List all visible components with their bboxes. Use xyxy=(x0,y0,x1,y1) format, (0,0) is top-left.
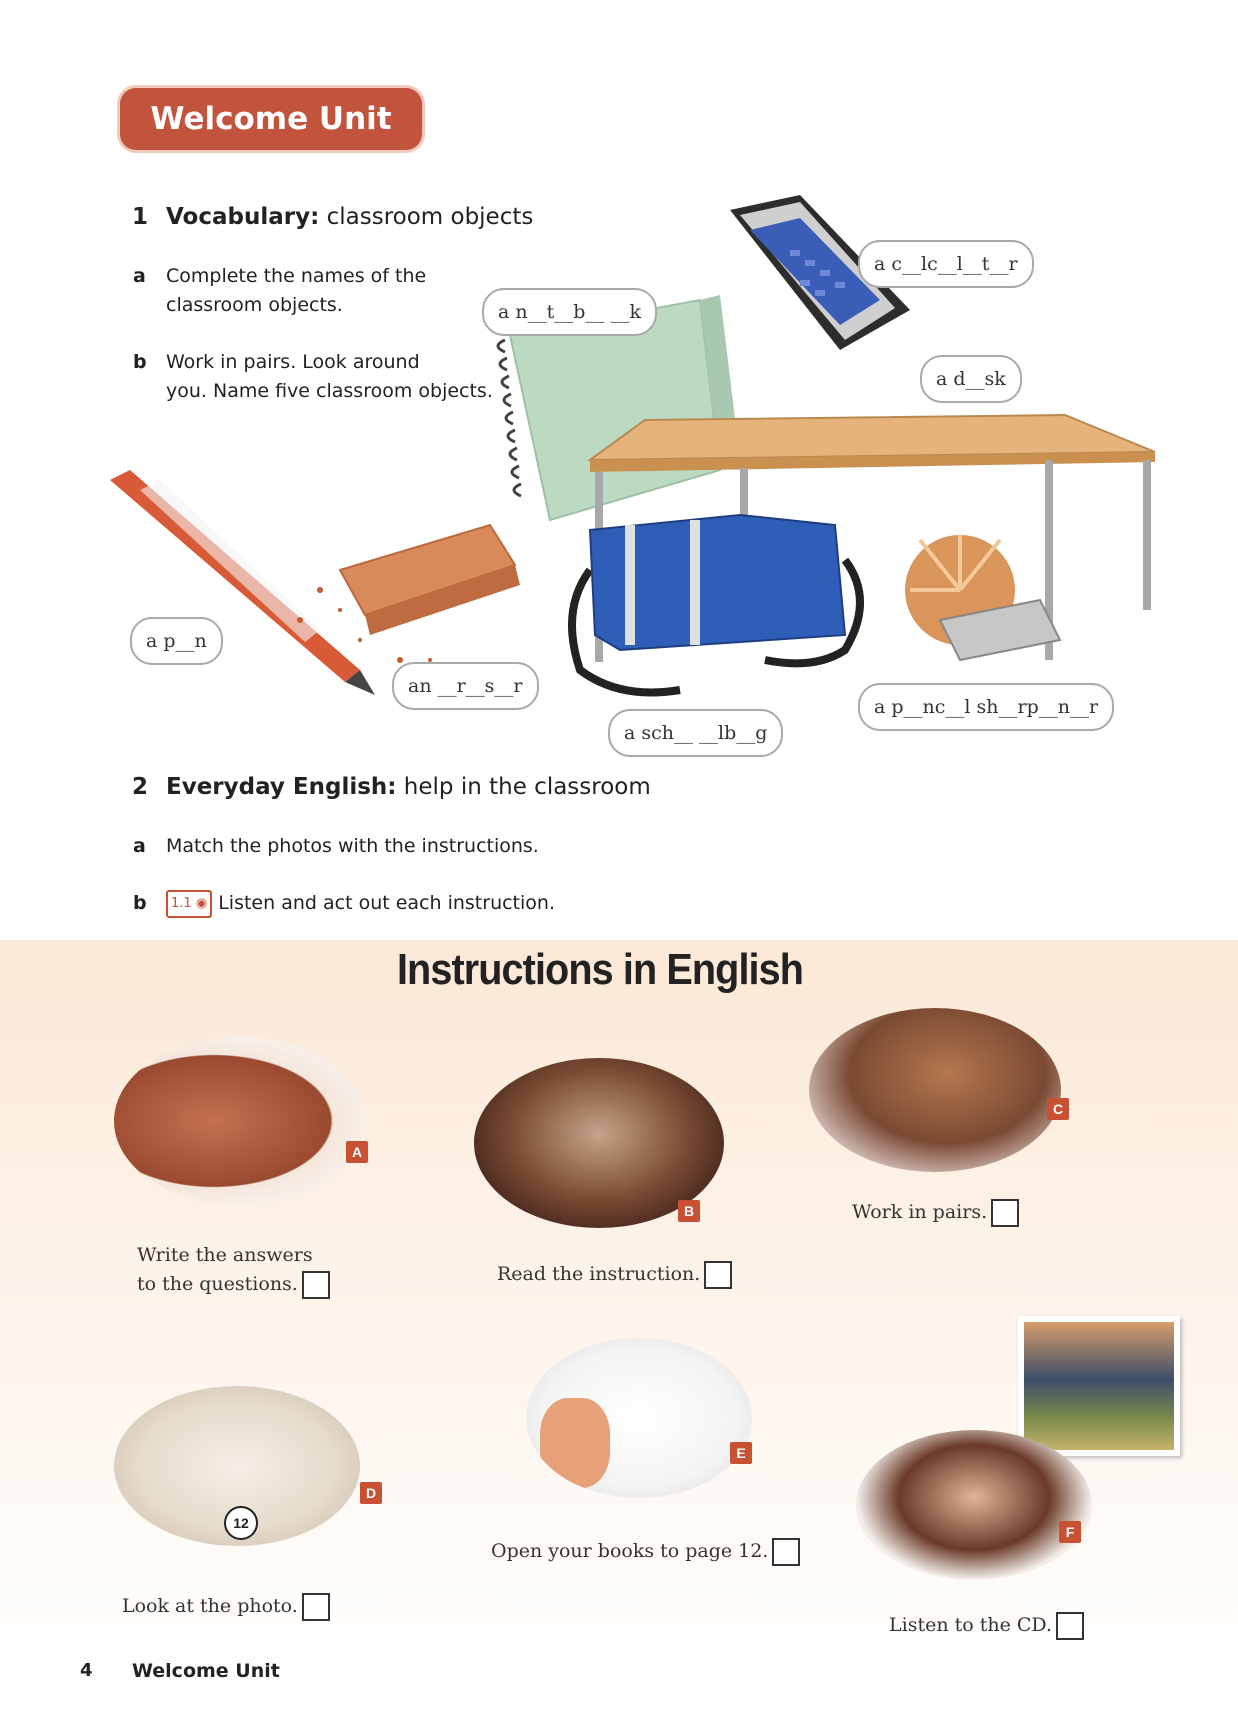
item-text: Match the photos with the instructions. xyxy=(166,835,539,857)
checkbox-d[interactable] xyxy=(302,1593,330,1621)
audio-track-icon[interactable]: 1.1 ◉ xyxy=(166,890,212,918)
item-text-line2: classroom objects. xyxy=(166,294,343,316)
item-text-line1: Work in pairs. Look around xyxy=(166,351,420,373)
label-pencil-sharpener: a p__nc__l sh__rp__n__r xyxy=(858,683,1114,731)
photo-e-open-book xyxy=(526,1338,752,1498)
item-text: Listen and act out each instruction. xyxy=(218,892,555,914)
caption-f-line1: Listen to the CD. xyxy=(889,1614,1053,1636)
photo-d-book xyxy=(114,1386,360,1546)
page-number: 4 xyxy=(80,1660,93,1681)
caption-d xyxy=(122,1592,330,1621)
item-text-line2: you. Name five classroom objects. xyxy=(166,380,493,402)
caption-e xyxy=(491,1537,800,1566)
section2-title-rest: help in the classroom xyxy=(396,774,651,800)
photo-f-landscape xyxy=(1018,1316,1180,1456)
checkbox-b[interactable] xyxy=(704,1261,732,1289)
item-text-line1: Complete the names of the xyxy=(166,265,427,287)
section2-item-a xyxy=(133,832,539,861)
item-letter: a xyxy=(133,265,146,287)
section1-number: 1 xyxy=(132,204,149,230)
photo-b-tag: B xyxy=(678,1200,700,1222)
caption-a-line1: Write the answers xyxy=(137,1244,313,1266)
caption-a xyxy=(137,1241,330,1299)
photo-c-pairs xyxy=(809,1008,1061,1172)
caption-f xyxy=(889,1611,1084,1640)
checkbox-e[interactable] xyxy=(772,1538,800,1566)
caption-d-line1: Look at the photo. xyxy=(122,1595,298,1617)
photo-c-tag: C xyxy=(1047,1098,1069,1120)
photo-d-tag: D xyxy=(360,1482,382,1504)
caption-c xyxy=(852,1198,1019,1227)
item-letter: b xyxy=(133,892,147,914)
photo-a-ear xyxy=(114,1037,364,1205)
checkbox-a[interactable] xyxy=(302,1271,330,1299)
label-desk: a d__sk xyxy=(920,355,1022,403)
section2-title-bold: Everyday English: xyxy=(166,774,397,800)
unit-badge xyxy=(120,88,422,150)
instructions-title: Instructions in English xyxy=(396,945,804,994)
label-schoolbag: a sch__ __lb__g xyxy=(608,709,783,757)
section1-title-bold: Vocabulary: xyxy=(166,204,320,230)
label-eraser: an __r__s__r xyxy=(392,662,539,710)
label-notebook: a n__t__b__ __k xyxy=(482,288,657,336)
hand-image xyxy=(540,1398,610,1488)
footer-title: Welcome Unit xyxy=(132,1660,280,1682)
caption-e-line1: Open your books to page 12. xyxy=(491,1540,769,1562)
caption-a-line2: to the questions. xyxy=(137,1273,298,1295)
photo-e-tag: E xyxy=(730,1442,752,1464)
item-letter: a xyxy=(133,835,146,857)
caption-c-line1: Work in pairs. xyxy=(852,1201,988,1223)
book-page-number: 12 xyxy=(224,1506,258,1540)
schoolbag-image xyxy=(572,515,860,693)
section2-number: 2 xyxy=(132,774,149,800)
pencil-sharpener-image xyxy=(905,535,1060,660)
section2-heading xyxy=(132,774,651,800)
unit-badge-label: Welcome Unit xyxy=(150,101,392,137)
checkbox-c[interactable] xyxy=(991,1199,1019,1227)
label-pen: a p__n xyxy=(130,617,223,665)
item-letter: b xyxy=(133,351,147,373)
audio-track-number: 1.1 xyxy=(171,895,192,911)
caption-b-line1: Read the instruction. xyxy=(497,1263,701,1285)
photo-f-girl xyxy=(856,1430,1092,1580)
section2-item-b xyxy=(133,889,555,918)
eraser-image xyxy=(297,525,520,663)
photo-f-tag: F xyxy=(1059,1521,1081,1543)
checkbox-f[interactable] xyxy=(1056,1612,1084,1640)
photo-a-tag: A xyxy=(346,1141,368,1163)
label-calculator: a c__lc__l__t__r xyxy=(858,240,1034,288)
section1-title-rest: classroom objects xyxy=(319,204,534,230)
caption-b xyxy=(497,1260,732,1289)
